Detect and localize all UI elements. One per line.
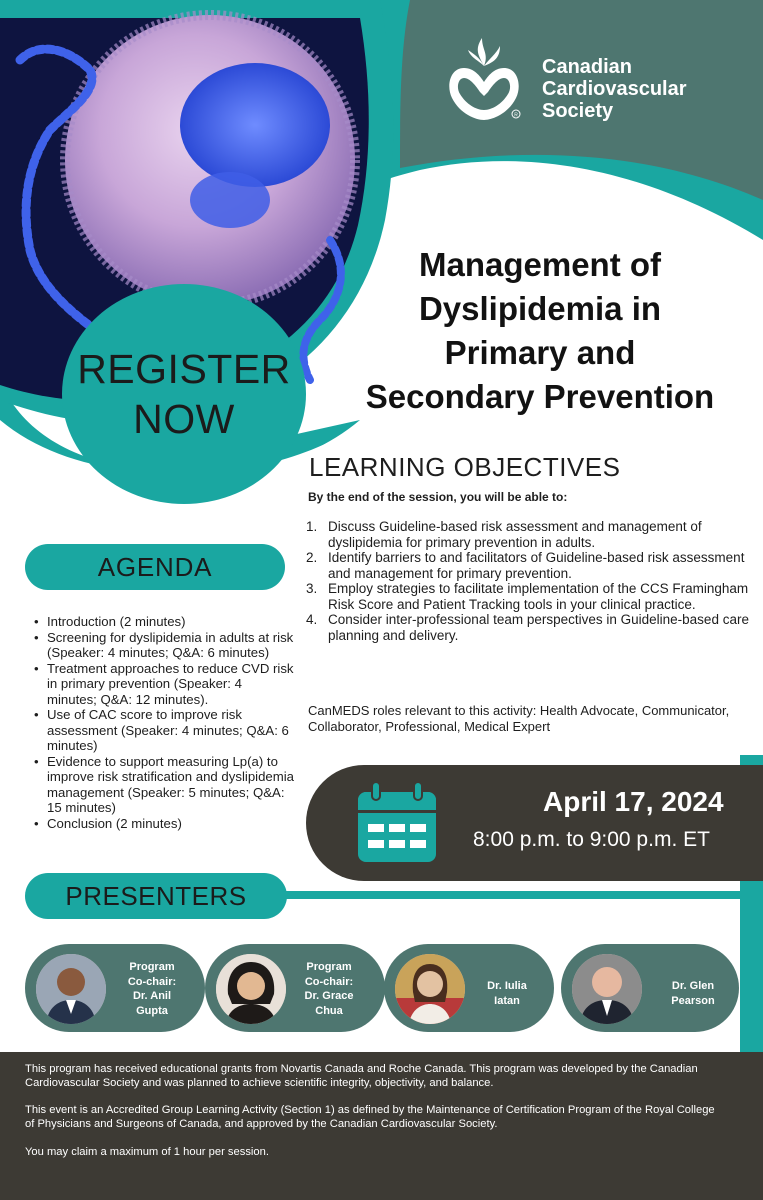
agenda-item: • Introduction (2 minutes)	[47, 614, 295, 630]
footer-disclaimer	[25, 1063, 725, 1173]
objective-text: Employ strategies to facilitate implementation of the CCS Framingham Risk Score and Patient Tracking tools in your clinical practice.	[328, 581, 749, 612]
presenter-photo	[36, 954, 106, 1024]
presenter-name-line: Dr. Glen	[671, 980, 715, 992]
objective-item	[306, 550, 751, 581]
event-title	[330, 243, 750, 419]
presenter-photo	[395, 954, 465, 1024]
register-now-button[interactable]	[62, 284, 306, 504]
presenter-photo	[572, 954, 642, 1024]
objective-text: Discuss Guideline-based risk assessment and management of dyslipidemia for primary prevention in adults.	[328, 519, 702, 550]
presenter-name-line: Program	[129, 961, 175, 973]
footer-paragraph: This program has received educational grants from Novartis Canada and Roche Canada. This program was developed by the Canadian Cardiovascular Society and was planned to achieve scientific integrity, objectivity, and balance.	[25, 1063, 698, 1089]
presenter-name	[472, 979, 542, 1008]
person-silhouette-icon	[395, 954, 465, 1024]
presenters-heading: PRESENTERS	[25, 873, 287, 919]
title-line: Primary and	[444, 334, 636, 371]
presenter-name-line: Iatan	[494, 994, 520, 1007]
agenda-item: • Use of CAC score to improve risk assessment (Speaker: 4 minutes; Q&A: 6 minutes)	[47, 707, 295, 754]
presenter-name-line: Co-chair:	[304, 975, 354, 988]
calendar-icon	[354, 780, 440, 866]
presenter-name-line: Dr. Anil	[132, 990, 172, 1002]
register-label-line2: NOW	[133, 396, 235, 442]
event-time: 8:00 p.m. to 9:00 p.m. ET	[473, 828, 710, 851]
objective-text: Identify barriers to and facilitators of Guideline-based risk assessment and management for primary prevention.	[328, 550, 745, 581]
objective-number: 1.	[306, 519, 318, 534]
objective-item	[306, 581, 751, 612]
objective-number: 4.	[306, 612, 318, 627]
event-date: April 17, 2024	[543, 786, 724, 817]
org-name-line: Cardiovascular	[542, 78, 687, 100]
svg-text:R: R	[514, 112, 518, 119]
title-line: Dyslipidemia in	[418, 290, 662, 327]
objective-item	[306, 612, 751, 643]
person-silhouette-icon	[216, 954, 286, 1024]
presenter-name	[658, 979, 728, 1008]
footer-paragraph: This event is an Accredited Group Learning Activity (Section 1) as defined by the Maintenance of Certification Program of the Royal College of Physicians and Surgeons of Canada, and approved by the Canadian Cardiovascular Society.	[25, 1104, 715, 1131]
presenter-name-line: Co-chair:	[127, 975, 177, 988]
presenter-name-line: Dr. Grace	[304, 990, 354, 1002]
objective-item	[306, 519, 751, 550]
presenter-name-line: Pearson	[671, 994, 715, 1007]
presenter-photo	[216, 954, 286, 1024]
presenter-name-line: Gupta	[136, 1004, 168, 1017]
agenda-item: • Screening for dyslipidemia in adults at risk (Speaker: 4 minutes; Q&A: 6 minutes)	[47, 630, 295, 661]
objective-number: 2.	[306, 550, 318, 565]
organization-name	[542, 56, 687, 122]
person-silhouette-icon	[572, 954, 642, 1024]
objectives-intro: By the end of the session, you will be able to:	[308, 490, 568, 504]
agenda-list	[47, 614, 295, 831]
register-label-line1: REGISTER	[77, 346, 291, 392]
presenter-name-line: Program	[306, 961, 352, 973]
footer-paragraph: You may claim a maximum of 1 hour per session.	[25, 1145, 269, 1158]
objective-text: Consider inter-professional team perspectives in Guideline-based care planning and delivery.	[328, 612, 749, 643]
objective-number: 3.	[306, 581, 318, 596]
presenters-divider	[270, 891, 763, 899]
presenter-name-line: Dr. Iulia	[487, 980, 527, 992]
objectives-list	[306, 519, 751, 643]
agenda-item: • Evidence to support measuring Lp(a) to improve risk stratification and dyslipidemia management (Speaker: 5 minutes; Q&A: 15 minutes)	[47, 754, 295, 816]
canmeds-roles: CanMEDS roles relevant to this activity: Health Advocate, Communicator, Collaborator, Professional, Medical Expert	[308, 703, 730, 734]
objectives-heading: LEARNING OBJECTIVES	[309, 452, 621, 482]
org-name-line: Canadian	[542, 56, 633, 78]
presenter-name	[117, 960, 187, 1018]
agenda-item: • Conclusion (2 minutes)	[47, 816, 295, 832]
title-line: Management of	[418, 246, 662, 283]
presenter-name-line: Chua	[315, 1004, 343, 1017]
agenda-item: • Treatment approaches to reduce CVD risk in primary prevention (Speaker: 4 minutes; Q&A: 12 minutes).	[47, 661, 295, 708]
org-name-line: Society	[542, 100, 614, 122]
agenda-heading: AGENDA	[25, 544, 285, 590]
ccs-logo-icon	[444, 36, 524, 122]
person-silhouette-icon	[36, 954, 106, 1024]
presenter-name	[294, 960, 364, 1018]
title-line: Secondary Prevention	[365, 378, 715, 415]
